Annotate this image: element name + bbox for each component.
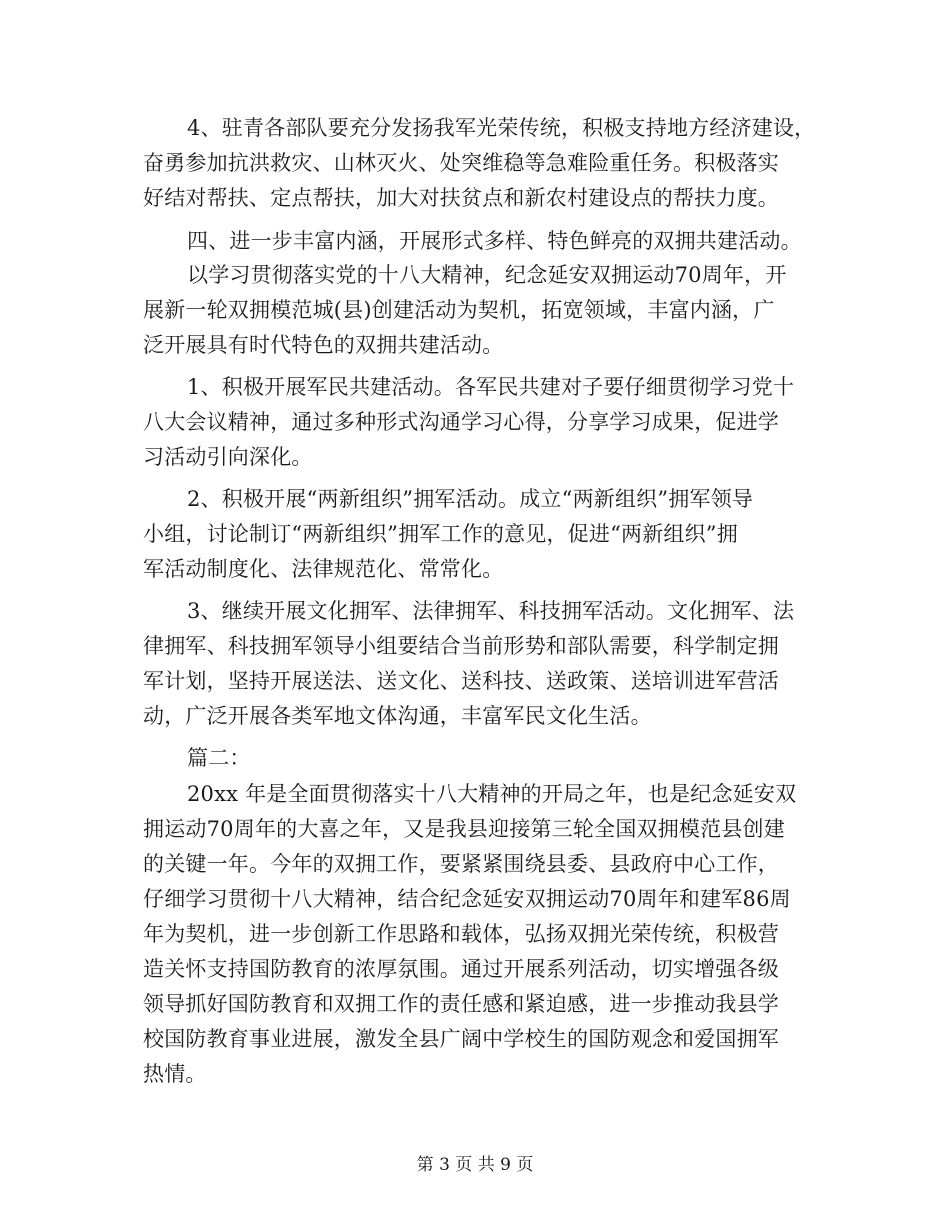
text-line: 校国防教育事业进展，激发全县广阔中学校生的国防观念和爱国拥军 [143, 1027, 779, 1051]
text-line: 拥运动70周年的大喜之年，又是我县迎接第三轮全国双拥模范县创建 [143, 817, 785, 841]
text-line: 2、积极开展“两新组织”拥军活动。成立“两新组织”拥军领导 [187, 487, 754, 511]
text-line: 军计划，坚持开展送法、送文化、送科技、送政策、送培训进军营活 [143, 669, 779, 693]
text-line: 4、驻青各部队要充分发扬我军光荣传统，积极支持地方经济建设， [187, 116, 816, 140]
text-line: 习活动引向深化。 [143, 445, 313, 469]
text-line: 律拥军、科技拥军领导小组要结合当前形势和部队需要，科学制定拥 [143, 634, 779, 658]
text-line: 领导抓好国防教育和双拥工作的责任感和紧迫感，进一步推动我县学 [143, 992, 779, 1016]
text-line: 以学习贯彻落实党的十八大精神，纪念延安双拥运动70周年，开 [187, 263, 787, 287]
text-line: 好结对帮扶、定点帮扶，加大对扶贫点和新农村建设点的帮扶力度。 [143, 186, 779, 210]
section-heading: 四、进一步丰富内涵，开展形式多样、特色鲜亮的双拥共建活动。 [187, 229, 802, 253]
text-line: 军活动制度化、法律规范化、常常化。 [143, 557, 504, 581]
text-line: 热情。 [143, 1062, 207, 1086]
text-line: 仔细学习贯彻十八大精神，结合纪念延安双拥运动70周年和建军86周 [143, 887, 791, 911]
text-line: 年为契机，进一步创新工作思路和载体，弘扬双拥光荣传统，积极营 [143, 922, 779, 946]
text-line: 展新一轮双拥模范城(县)创建活动为契机，拓宽领域，丰富内涵，广 [143, 298, 775, 322]
page-footer: 第 3 页 共 9 页 [416, 1155, 534, 1175]
text-line: 奋勇参加抗洪救灾、山林灭火、处突维稳等急难险重任务。积极落实 [143, 151, 779, 175]
text-line: 20xx 年是全面贯彻落实十八大精神的开局之年，也是纪念延安双 [187, 782, 797, 806]
section-heading: 篇二： [187, 746, 251, 770]
text-line: 小组，讨论制订“两新组织”拥军工作的意见，促进“两新组织”拥 [143, 522, 738, 546]
text-line: 八大会议精神，通过多种形式沟通学习心得，分享学习成果，促进学 [143, 410, 779, 434]
text-line: 动，广泛开展各类军地文体沟通，丰富军民文化生活。 [143, 704, 652, 728]
text-line: 的关键一年。今年的双拥工作，要紧紧围绕县委、县政府中心工作， [143, 852, 779, 876]
text-line: 造关怀支持国防教育的浓厚氛围。通过开展系列活动，切实增强各级 [143, 957, 779, 981]
text-line: 3、继续开展文化拥军、法律拥军、科技拥军活动。文化拥军、法 [187, 599, 795, 623]
text-line: 1、积极开展军民共建活动。各军民共建对子要仔细贯彻学习党十 [187, 375, 795, 399]
text-line: 泛开展具有时代特色的双拥共建活动。 [143, 333, 504, 357]
